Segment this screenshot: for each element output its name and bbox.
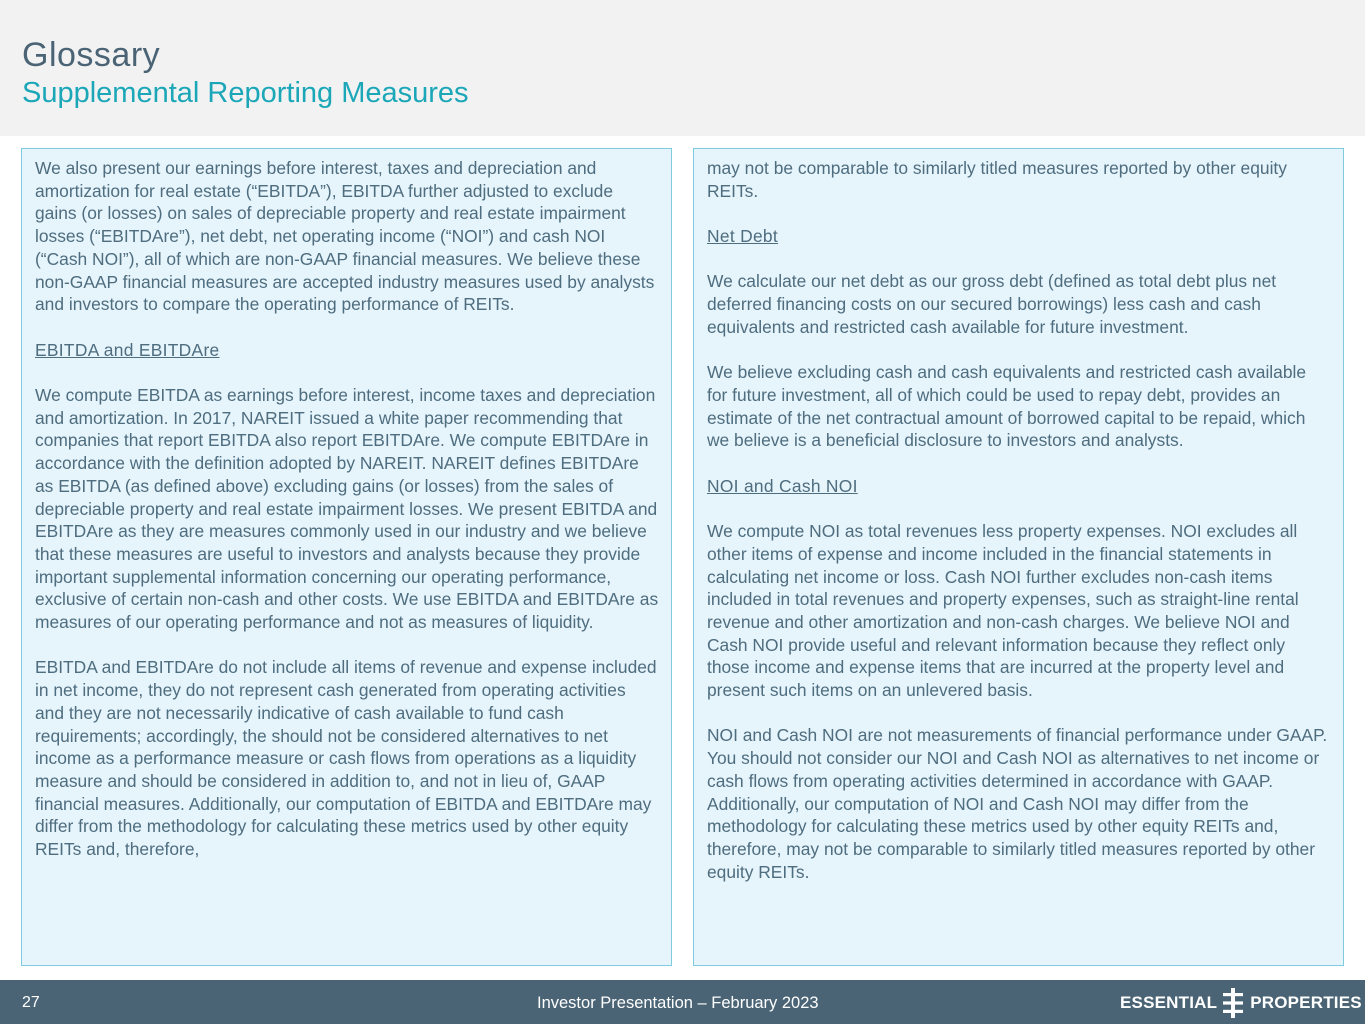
ebitda-heading: EBITDA and EBITDAre bbox=[35, 339, 220, 360]
logo-word-right: PROPERTIES bbox=[1250, 993, 1362, 1012]
logo-word-left: ESSENTIAL bbox=[1120, 993, 1218, 1012]
company-logo bbox=[1120, 988, 1362, 1018]
footer-caption: Investor Presentation – February 2023 bbox=[537, 994, 819, 1012]
continuation-paragraph: may not be comparable to similarly titled measures reported by other equity REITs. bbox=[707, 158, 1287, 201]
net-debt-paragraph-1: We calculate our net debt as our gross debt (defined as total debt plus net deferred financing costs on our secured borrowings) less cash and cash equivalents and restricted cash available for future investment. bbox=[707, 271, 1277, 337]
ebitda-paragraph-1: We compute EBITDA as earnings before interest, income taxes and depreciation and amortization. In 2017, NAREIT issued a white paper recommending that companies that report EBITDA also report EBITDAre. We compute EBITDAre in accordance with the definition adopted by NAREIT. NAREIT defines EBITDAre as EBITDA (as defined above) excluding gains (or losses) from the sales of depreciable property and real estate impairment losses. We present EBITDA and EBITDAre as they are measures commonly used in our industry and we believe that these measures are useful to investors and analysts because they provide important supplemental information concerning our operating performance, exclusive of certain non-cash and other costs. We use EBITDA and EBITDAre as measures of our operating performance and not as measures of liquidity. bbox=[35, 385, 659, 633]
right-text-box bbox=[693, 148, 1344, 966]
net-debt-heading: Net Debt bbox=[707, 226, 779, 247]
slide-footer bbox=[0, 980, 1365, 1024]
page-number: 27 bbox=[22, 994, 40, 1011]
intro-paragraph: We also present our earnings before interest, taxes and depreciation and amortization for real estate (“EBITDA”), EBITDA further adjusted to exclude gains (or losses) on sales of depreciable property and real estate impairment losses (“EBITDAre”), net debt, net operating income (“NOI”) and cash NOI (“Cash NOI”), all of which are non-GAAP financial measures. We believe these non-GAAP financial measures are accepted industry measures used by analysts and investors to compare the operating performance of REITs. bbox=[35, 158, 655, 315]
net-debt-paragraph-2: We believe excluding cash and cash equivalents and restricted cash available for future investment, all of which could be used to repay debt, provides an estimate of the net contractual amount of borrowed capital to be repaid, which we believe is a beneficial disclosure to investors and analysts. bbox=[707, 362, 1307, 451]
page-title: Glossary bbox=[22, 36, 161, 74]
noi-paragraph-2: NOI and Cash NOI are not measurements of financial performance under GAAP. You should not consider our NOI and Cash NOI as alternatives to net income or cash flows from operating activities determined in accordance with GAAP. Additionally, our computation of NOI and Cash NOI may differ from the methodology for calculating these metrics used by other equity REITs and, therefore, may not be comparable to similarly titled measures reported by other equity REITs. bbox=[707, 725, 1328, 882]
noi-paragraph-1: We compute NOI as total revenues less property expenses. NOI excludes all other items of expense and income included in the financial statements in calculating net income or loss. Cash NOI further excludes non-cash items included in total revenues and property expenses, such as straight-line rental revenue and other amortization and non-cash charges. We believe NOI and Cash NOI provide useful and relevant information because they reflect only those income and expense items that are incurred at the property level and present such items on an unlevered basis. bbox=[707, 521, 1299, 701]
ebitda-paragraph-2: EBITDA and EBITDAre do not include all items of revenue and expense included in net income, they do not represent cash generated from operating activities and they are not necessarily indicative of cash available to fund cash requirements; accordingly, the should not be considered alternatives to net income as a performance measure or cash flows from operations as a liquidity measure and should be considered in addition to, and not in lieu of, GAAP financial measures. Additionally, our computation of EBITDA and EBITDAre may differ from the methodology for calculating these metrics used by other equity REITs and, therefore, bbox=[35, 657, 657, 860]
left-text-box bbox=[21, 148, 672, 966]
noi-heading: NOI and Cash NOI bbox=[707, 475, 858, 496]
essential-properties-mark-icon bbox=[1223, 988, 1243, 1018]
slide-header bbox=[0, 0, 1365, 136]
page-subtitle: Supplemental Reporting Measures bbox=[22, 77, 469, 109]
